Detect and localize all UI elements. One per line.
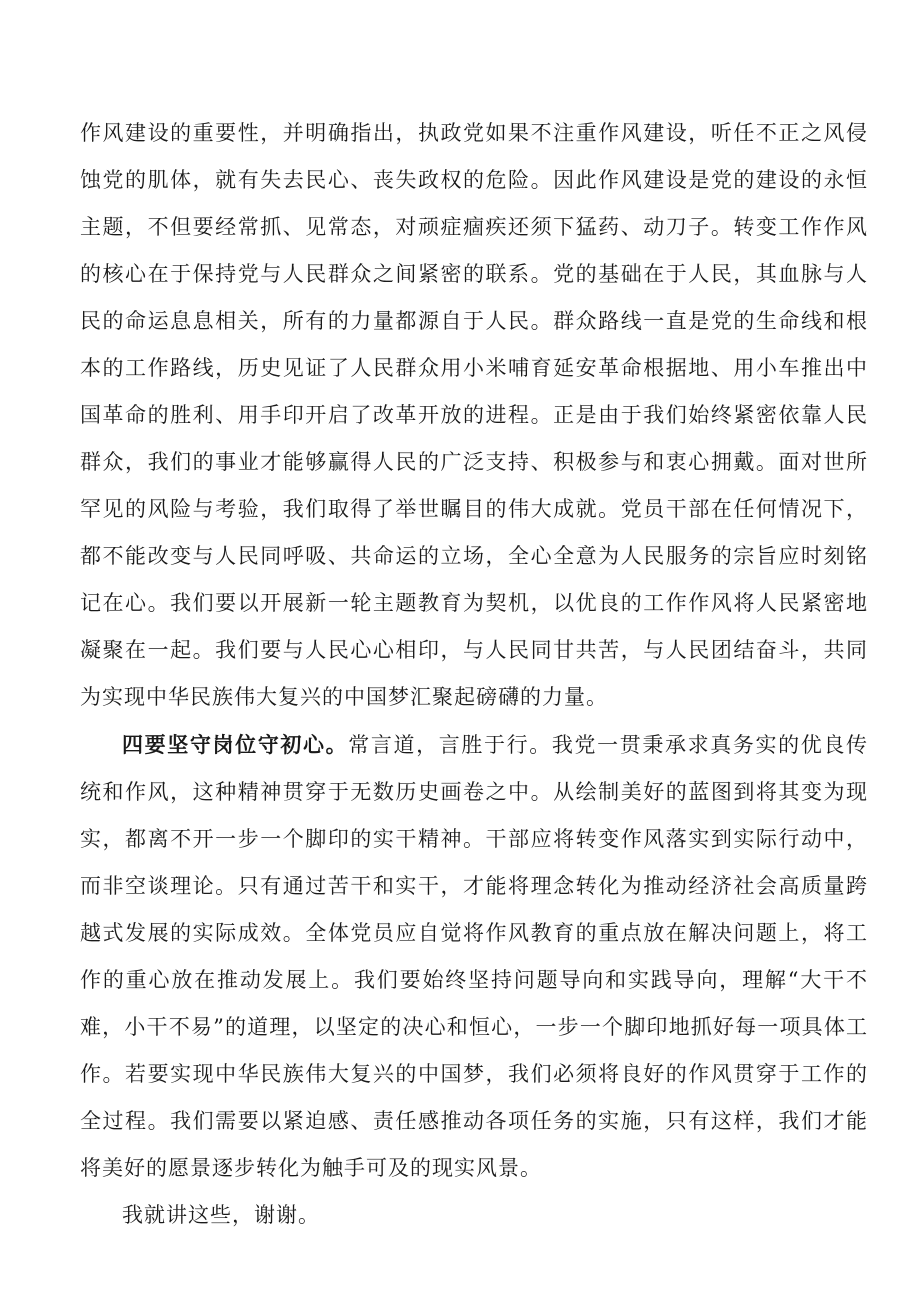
paragraph-fourth-point <box>80 721 868 1192</box>
closing-text: 我就讲这些，谢谢。 <box>122 1203 320 1227</box>
paragraph-work-style <box>80 110 868 721</box>
paragraph-text: 常言道，言胜于行。我党一贯秉承求真务实的优良传统和作风，这种精神贯穿于无数历史画卷之中。从绘制美好的蓝图到将其变为现实，都离不开一步一个脚印的实干精神。干部应将转变作风落实到实际行动中，而非空谈理论。只有通过苦干和实干，才能将理念转化为推动经济社会高质量跨越式发展的实际成效。全体党员应自觉将作风教育的重点放在解决问题上，将工作的重心放在推动发展上。我们要始终坚持问题导向和实践导向，理解“大干不难，小干不易”的道理，以坚定的决心和恒心，一步一个脚印地抓好每一项具体工作。若要实现中华民族伟大复兴的中国梦，我们必须将良好的作风贯穿于工作的全过程。我们需要以紧迫感、责任感推动各项任务的实施，只有这样，我们才能将美好的愿景逐步转化为触手可及的现实风景。 <box>80 733 868 1180</box>
document-body <box>80 110 868 1239</box>
paragraph-closing <box>80 1192 868 1239</box>
paragraph-text: 作风建设的重要性，并明确指出，执政党如果不注重作风建设，听任不正之风侵蚀党的肌体，就有失去民心、丧失政权的危险。因此作风建设是党的建设的永恒主题，不但要经常抓、见常态，对顽症痼疾还须下猛药、动刀子。转变工作作风的核心在于保持党与人民群众之间紧密的联系。党的基础在于人民，其血脉与人民的命运息息相关，所有的力量都源自于人民。群众路线一直是党的生命线和根本的工作路线，历史见证了人民群众用小米哺育延安革命根据地、用小车推出中国革命的胜利、用手印开启了改革开放的进程。正是由于我们始终紧密依靠人民群众，我们的事业才能够赢得人民的广泛支持、积极参与和衷心拥戴。面对世所罕见的风险与考验，我们取得了举世瞩目的伟大成就。党员干部在任何情况下，都不能改变与人民同呼吸、共命运的立场，全心全意为人民服务的宗旨应时刻铭记在心。我们要以开展新一轮主题教育为契机，以优良的工作作风将人民紧密地凝聚在一起。我们要与人民心心相印，与人民同甘共苦，与人民团结奋斗，共同为实现中华民族伟大复兴的中国梦汇聚起磅礴的力量。 <box>80 121 868 709</box>
section-heading: 四要坚守岗位守初心。 <box>122 732 349 757</box>
